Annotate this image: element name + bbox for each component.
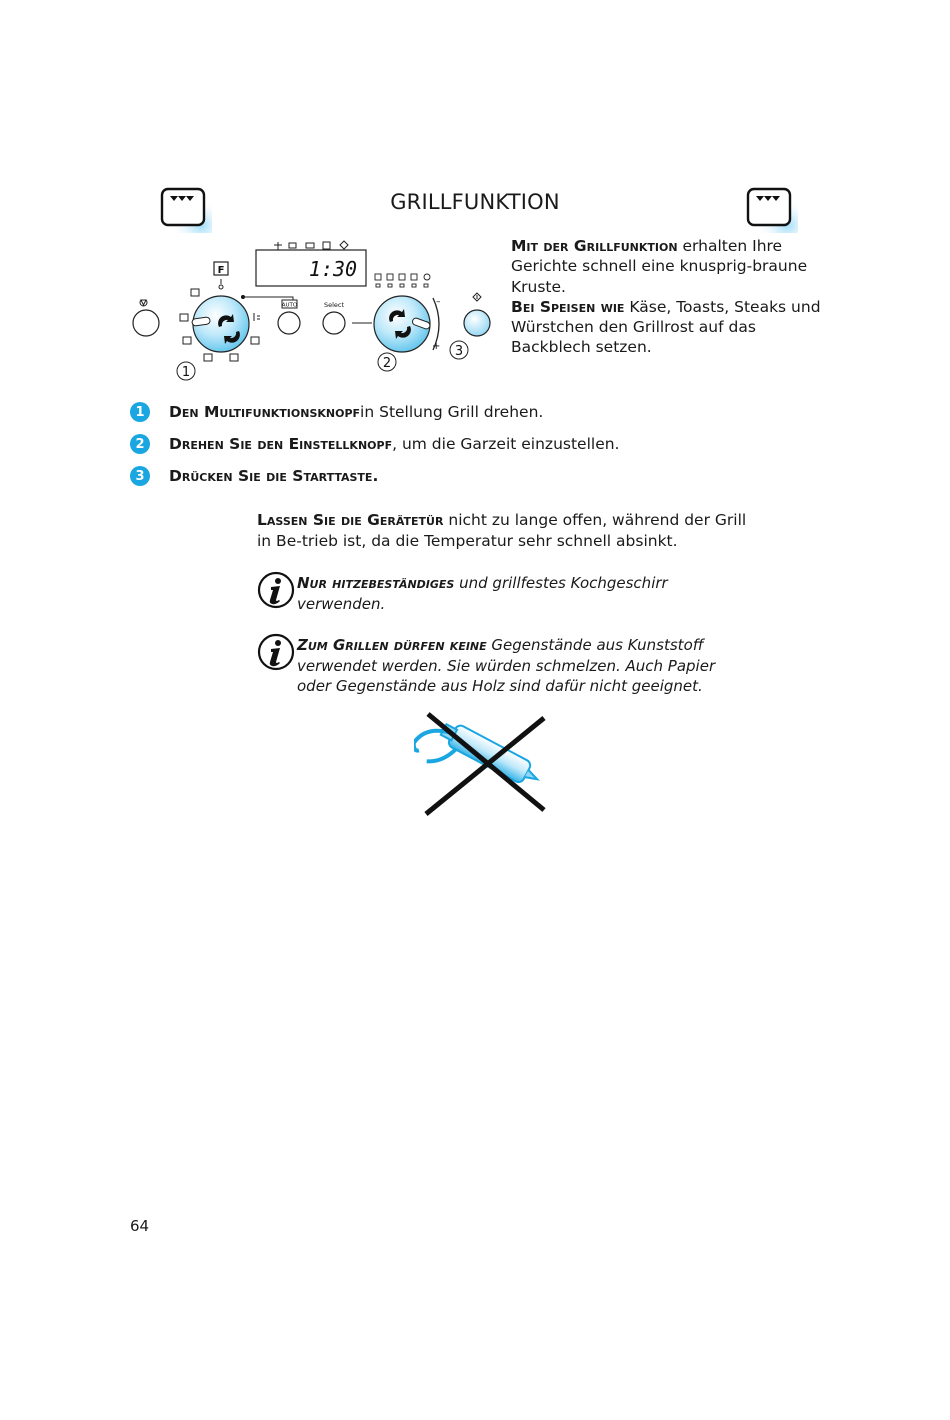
select-label: Select <box>323 301 345 309</box>
warning-lead: Lassen Sie die Gerätetür <box>257 511 444 529</box>
page-title: GRILLFUNKTION <box>390 190 560 214</box>
step-2 <box>130 432 620 456</box>
select-button[interactable] <box>323 312 345 334</box>
oven-grill-icon-right <box>746 187 798 233</box>
step-text: in Stellung Grill drehen. <box>360 403 544 421</box>
step-3 <box>130 464 378 488</box>
function-label: F <box>217 265 225 276</box>
step-1 <box>130 400 543 424</box>
intro-p2-lead: Bei Speisen wie <box>511 297 625 316</box>
note-text: und grillfestes Kochgeschirr verwenden. <box>297 574 668 613</box>
info-icon <box>257 571 295 609</box>
page-number: 64 <box>130 1217 150 1235</box>
auto-button[interactable] <box>278 312 300 334</box>
note-lead: Nur hitzebeständiges <box>297 574 455 592</box>
info-note-2 <box>257 635 727 697</box>
step-text: , um die Garzeit einzustellen. <box>392 435 620 453</box>
note-text: Gegenstände aus Kunststoff verwendet werden. Sie würden schmelzen. Auch Papier oder Gegenstände aus Holz sind dafür nicht geeignet. <box>297 636 716 695</box>
step-number: 3 <box>130 466 150 486</box>
door-warning <box>257 510 747 552</box>
control-panel-diagram <box>128 236 508 386</box>
step-number: 2 <box>130 434 150 454</box>
note-lead: Zum Grillen dürfen keine <box>297 636 487 654</box>
time-display-value: 1:30 <box>308 257 358 281</box>
callout-1: 1 <box>181 365 191 380</box>
intro-p1-text: erhalten Ihre Gerichte schnell eine knusprig-braune Kruste. <box>511 237 808 296</box>
callout-3: 3 <box>454 344 464 359</box>
step-lead: Drücken Sie die Starttaste. <box>169 467 379 485</box>
oven-grill-icon-left <box>160 187 212 233</box>
minus-label: – <box>436 297 441 307</box>
callout-2: 2 <box>382 356 392 371</box>
info-icon <box>257 633 295 671</box>
light-button[interactable] <box>133 310 159 336</box>
step-number: 1 <box>130 402 150 422</box>
start-button[interactable] <box>464 310 490 336</box>
intro-p1-lead: Mit der Grillfunktion <box>511 237 678 255</box>
step-lead: Drehen Sie den Einstellknopf <box>169 435 393 453</box>
intro-text <box>511 236 831 358</box>
program-icons <box>375 274 430 287</box>
crossed-plastic-icon <box>414 710 548 816</box>
warning-text: nicht zu lange offen, während der Grill in Be-trieb ist, da die Temperatur sehr schnell absinkt. <box>257 511 747 550</box>
intro-p2-text: Käse, Toasts, Steaks und Würstchen den Grillrost auf das Backblech setzen. <box>511 297 821 357</box>
step-lead: Den Multifunktionsknopf <box>169 403 361 421</box>
info-note-1 <box>257 573 727 614</box>
plus-label: + <box>432 341 441 352</box>
display-indicator-icons <box>274 241 348 250</box>
auto-label: AUTO <box>281 302 298 309</box>
